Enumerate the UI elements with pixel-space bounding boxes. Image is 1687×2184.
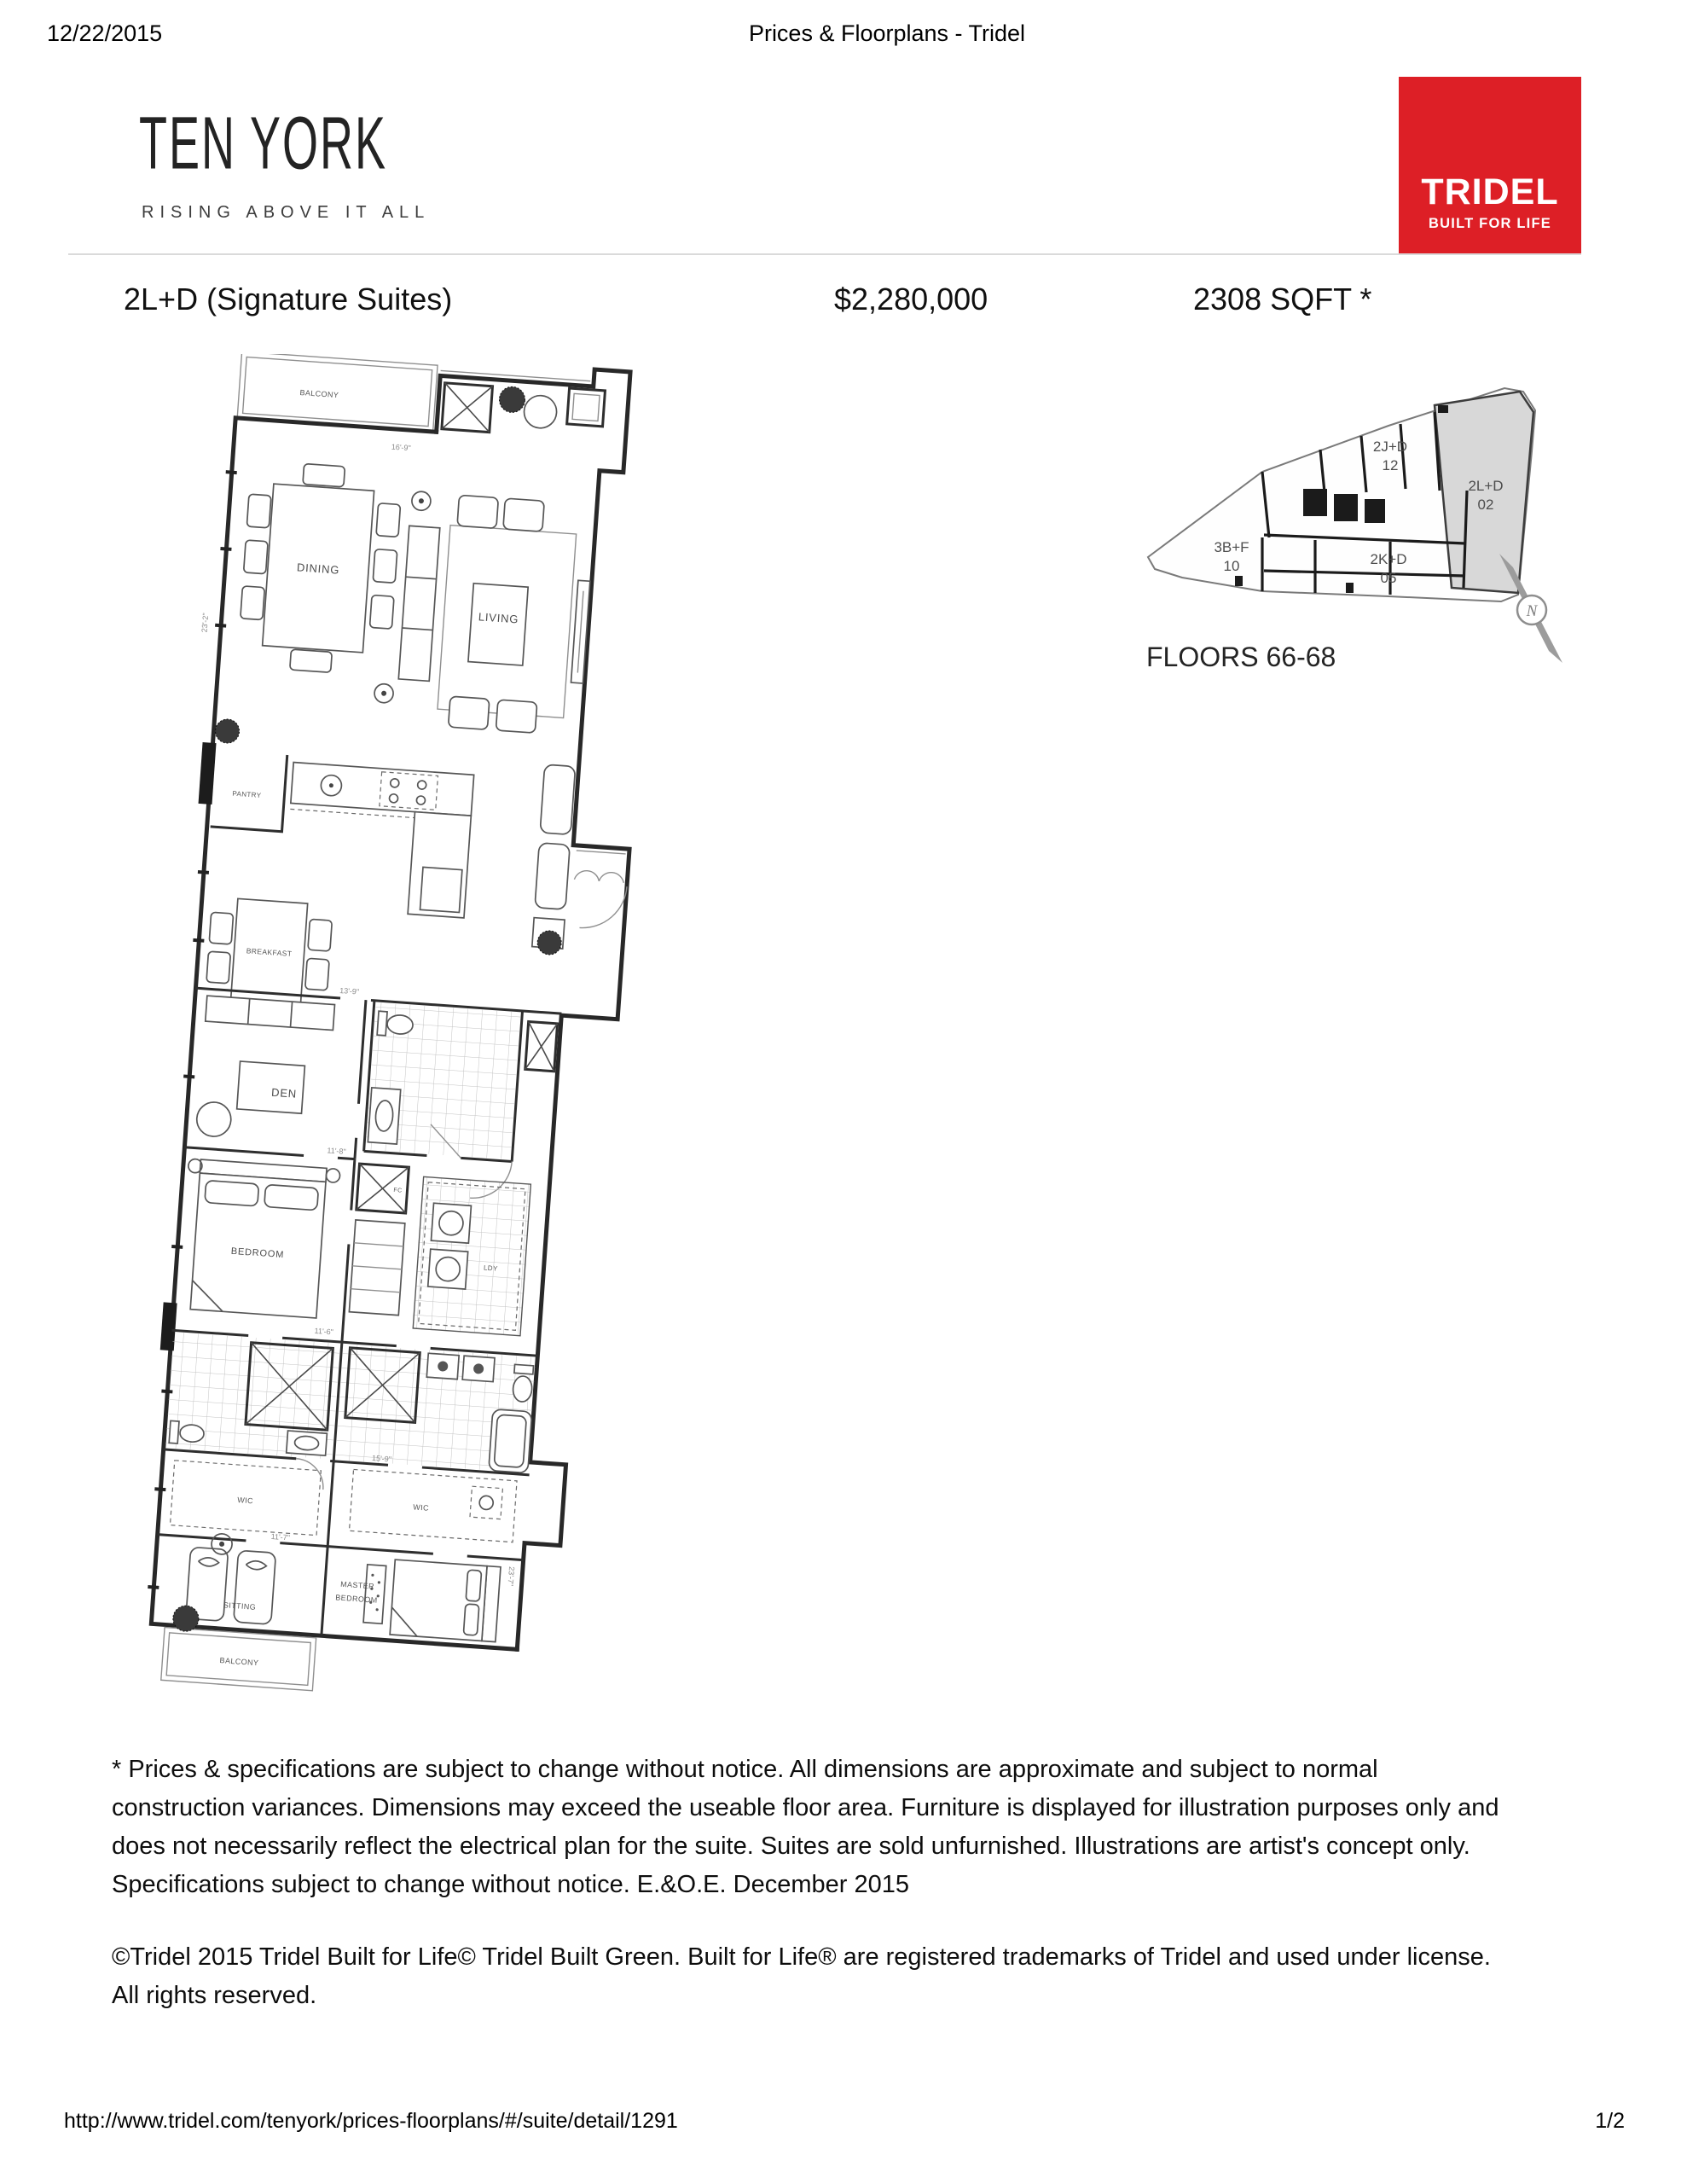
- tridel-logo: [1399, 77, 1581, 254]
- plant-icon: [536, 930, 562, 956]
- balcony-top-label: BALCONY: [299, 388, 339, 400]
- svg-text:10: 10: [1223, 558, 1240, 574]
- plant-icon: [215, 718, 241, 744]
- floorplan-drawing: [60, 354, 648, 1711]
- master-bedroom-area: [333, 1554, 516, 1643]
- svg-text:11'-6": 11'-6": [314, 1326, 334, 1337]
- svg-text:11'-8": 11'-8": [327, 1146, 346, 1156]
- bathroom-master: [335, 1344, 536, 1472]
- svg-text:16'-9": 16'-9": [391, 442, 412, 453]
- svg-text:11'-7": 11'-7": [270, 1531, 291, 1542]
- north-arrow-icon: [1499, 554, 1562, 663]
- breakfast-label: BREAKFAST: [246, 946, 293, 958]
- unit-2jd: 2J+D: [1372, 439, 1408, 455]
- floors-label: FLOORS 66-68: [1146, 642, 1336, 672]
- tenyork-logo: TEN YORK: [139, 102, 388, 185]
- keyplan-drawing: [1134, 363, 1578, 704]
- bedroom-label: BEDROOM: [230, 1246, 285, 1261]
- disclaimer-text: * Prices & specifications are subject to change without notice. All dimensions are approximate and subject to normal construction variances. Dimensions may exceed the useable floor area. Furniture is displayed for illustration purposes only and does not necessarily reflect the electrical plan for the suite. Suites are sold unfurnished. Illustrations are artist's concept only. Specifications subject to change without notice. E.&O.E. December 2015: [112, 1756, 1499, 1898]
- plant-icon: [498, 386, 525, 413]
- svg-text:15'-9": 15'-9": [371, 1453, 392, 1464]
- unit-2kd: 2K+D: [1370, 551, 1407, 567]
- bathroom-den: [364, 1001, 559, 1165]
- print-title: Prices & Floorplans - Tridel: [748, 20, 1026, 46]
- suite-size: 2308 SQFT *: [1193, 282, 1372, 317]
- balcony-furniture: [442, 380, 606, 440]
- tenyork-tagline: RISING ABOVE IT ALL: [142, 203, 431, 222]
- footer-page-number: 1/2: [1595, 2109, 1625, 2133]
- laundry-closet: [413, 1176, 530, 1335]
- dining-label: DINING: [296, 561, 340, 577]
- pantry-label: PANTRY: [232, 789, 262, 799]
- suite-price: $2,280,000: [834, 282, 988, 317]
- balcony-bottom-label: BALCONY: [219, 1656, 259, 1668]
- unit-2ld: 2L+D: [1468, 478, 1504, 494]
- bedroom-area: [171, 1136, 409, 1346]
- fc-label: FC: [393, 1187, 403, 1194]
- svg-text:05: 05: [1380, 570, 1397, 586]
- den-label: DEN: [270, 1085, 298, 1101]
- tridel-tagline: BUILT FOR LIFE: [1429, 216, 1551, 231]
- wic-left-label: WIC: [237, 1496, 254, 1506]
- svg-text:12: 12: [1382, 457, 1399, 473]
- keyplan-outline: [1148, 388, 1535, 601]
- ldy-label: LDY: [483, 1263, 499, 1273]
- svg-text:02: 02: [1477, 497, 1494, 513]
- living-area: [373, 490, 595, 736]
- wic-right-label: WIC: [412, 1502, 430, 1513]
- footer-url: http://www.tridel.com/tenyork/prices-floorplans/#/suite/detail/1291: [64, 2109, 678, 2133]
- svg-text:23'-2": 23'-2": [200, 613, 211, 633]
- header-divider: [68, 253, 1581, 255]
- dining-area: [237, 460, 403, 677]
- unit-3bf: 3B+F: [1214, 539, 1249, 555]
- master-label-1: MASTER: [339, 1579, 375, 1591]
- copyright-text: ©Tridel 2015 Tridel Built for Life© Tridel Built Green. Built for Life® are registered trademarks of Tridel and used under license. All rights reserved.: [112, 1943, 1491, 2009]
- svg-text:13'-9": 13'-9": [339, 985, 360, 996]
- svg-text:23'-7": 23'-7": [506, 1565, 517, 1587]
- living-label: LIVING: [478, 610, 519, 626]
- print-date: 12/22/2015: [47, 20, 163, 46]
- tridel-wordmark: TRIDEL: [1421, 171, 1559, 212]
- sitting-label: SITTING: [223, 1600, 257, 1612]
- wic-right: [350, 1469, 518, 1542]
- suite-name: 2L+D (Signature Suites): [124, 282, 453, 317]
- north-letter: N: [1526, 602, 1538, 620]
- master-label-2: BEDROOM: [335, 1593, 378, 1605]
